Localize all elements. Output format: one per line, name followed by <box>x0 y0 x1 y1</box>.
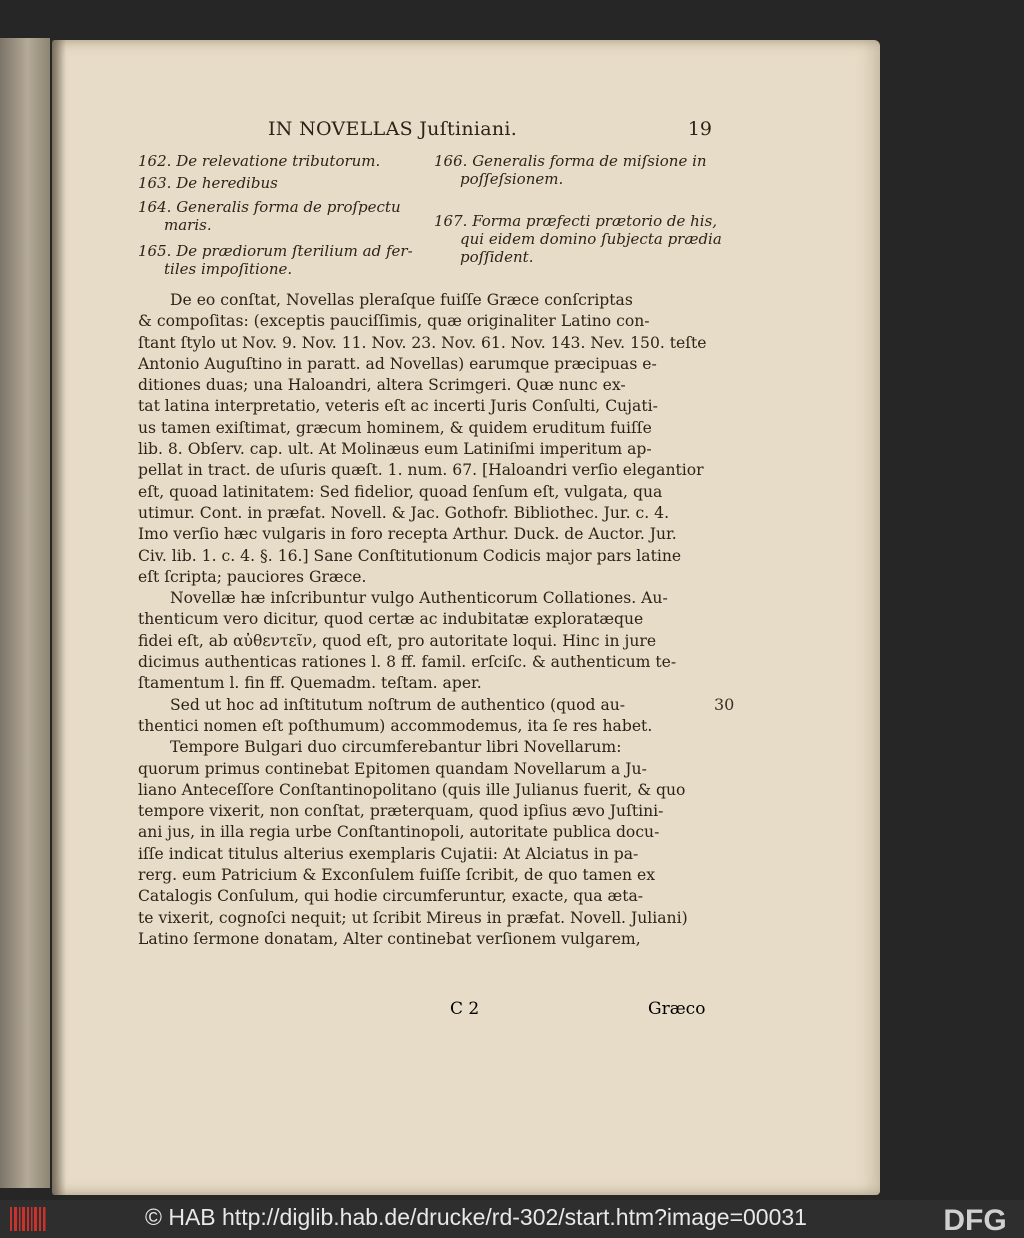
running-title: IN NOVELLAS Juſtiniani. <box>268 118 518 140</box>
paragraph: Novellæ hæ inſcribuntur vulgo Authenticorum Collationes. Au- thenticum vero dicitur, quod certæ ac indubitatæ exploratæque fidei eſt, ab αὐθεντεῖν, quod eſt, pro autoritate loqui. Hinc in jure dicimus authenticas rationes l. 8 ff. famil. erſciſc. & authenticum te- ſtamentum l. fin ff. Quemadm. teſtam. aper. <box>138 589 677 693</box>
body-text <box>138 290 718 950</box>
dfg-logo-icon <box>930 1203 1020 1235</box>
toc-item: 163. De heredibus <box>138 174 278 192</box>
toc-item: 162. De relevatione tributorum. <box>138 152 381 170</box>
toc-item: 165. De prædiorum ſterilium ad fer- tiles impoſitione. <box>138 242 413 278</box>
toc-item: 166. Generalis forma de miſsione in poſſeſsionem. <box>434 152 707 188</box>
toc-item: 164. Generalis forma de proſpectu maris. <box>138 198 401 234</box>
paragraph: Sed ut hoc ad inſtitutum noſtrum de authentico (quod au- thentici nomen eſt poſthumum) accommodemus, ita ſe res habet. <box>138 695 653 735</box>
paragraph: Tempore Bulgari duo circumferebantur libri Novellarum: quorum primus continebat Epitomen quandam Novellarum a Ju- liano Anteceſſore Conſtantinopolitano (quis ille Julianus fuerit, & quo tempore vixerit, non conſtat, præterquam, quod ipſius ævo Juſtini- ani jus, in illa regia urbe Conſtantinopoli, autoritate publica docu- iſſe indicat titulus alterius exemplaris Cujatii: At Alciatus in pa- rerg. eum Patricium & Exconſulem fuiſſe ſcribit, de quo tamen ex Catalogis Conſulum, qui hodie circumferuntur, exacte, qua æta- te vixerit, cognoſci nequit; ut ſcribit Mireus in præfat. Novell. Juliani) Latino ſermone donatam, Alter continebat verſionem vulgarem, <box>138 738 688 948</box>
margin-line-number: 30 <box>714 695 735 714</box>
catchword: Græco <box>648 999 706 1019</box>
left-page-edge <box>0 38 50 1188</box>
svg-text:DFG: DFG <box>943 1204 1007 1235</box>
page-gutter-shadow <box>52 40 66 1195</box>
page-number: 19 <box>687 118 712 140</box>
signature-mark: C 2 <box>450 999 480 1019</box>
chapter-list <box>138 152 722 290</box>
hab-barcode-icon <box>8 1204 48 1234</box>
footer-link[interactable]: © HAB http://diglib.hab.de/drucke/rd-302/start.htm?image=00031 <box>145 1204 807 1230</box>
page-header <box>138 118 718 152</box>
toc-item: 167. Forma præfecti prætorio de his, qui eidem domino ſubjecta prædia poſſident. <box>434 212 722 266</box>
paragraph: De eo conſtat, Novellas pleraſque fuiſſe Græce conſcriptas & compoſitas: (exceptis pauciſſimis, quæ originaliter Latino con- ſtant ſtylo ut Nov. 9. Nov. 11. Nov. 23. Nov. 61. Nov. 143. Nev. 150. teſte Antonio Auguſtino in paratt. ad Novellas) earumque præcipuas e- ditiones duas; una Haloandri, altera Scrimgeri. Quæ nunc ex- tat latina interpretatio, veteris eſt ac incerti Juris Conſulti, Cujati- us tamen exiſtimat, græcum hominem, & quidem eruditum fuiſſe lib. 8. Obſerv. cap. ult. At Molinæus eum Latiniſmi imperitum ap- pellat in tract. de uſuris quæſt. 1. num. 67. [Haloandri verſio elegantior eſt, quoad latinitatem: Sed fidelior, quoad ſenſum eſt, vulgata, qua utimur. Cont. in præfat. Novell. & Jac. Gothofr. Bibliothec. Jur. c. 4. Imo verſio hæc vulgaris in foro recepta Arthur. Duck. de Auctor. Jur. Civ. lib. 1. c. 4. §. 16.] Sane Conſtitutionum Codicis major pars latine eſt ſcripta; pauciores Græce. <box>138 291 707 586</box>
page-text <box>138 118 722 950</box>
